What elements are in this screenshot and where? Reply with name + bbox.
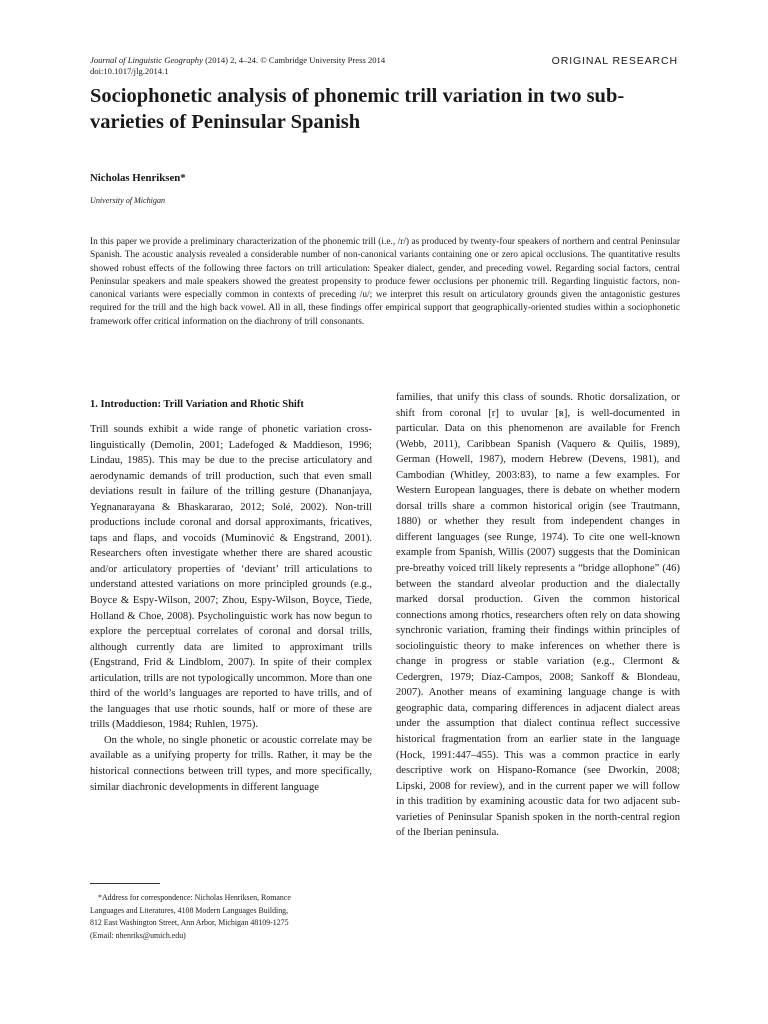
- section-label: ORIGINAL RESEARCH: [551, 55, 678, 67]
- intro-paragraph-2: On the whole, no single phonetic or acoustic correlate may be available as a unifying property for trills. Rather, it may be the historical connections between trill types, and more specifically, similar diachronic developments in different language: [90, 734, 372, 793]
- citation-line: [90, 55, 490, 66]
- footnote-email: (Email: nhenriks@umich.edu): [90, 930, 186, 940]
- doi: doi:10.1017/jlg.2014.1: [90, 66, 169, 76]
- correspondence-footnote: [90, 892, 365, 942]
- journal-citation: [90, 55, 490, 77]
- intro-paragraph-2-continued: families, that unify this class of sounds. Rhotic dorsalization, or shift from coronal [r] to uvular [ʀ], is well-documented in particular. Data on this phenomenon are available for French (Webb, 2011), Caribbean Spanish (Vaquero & Quilis, 1989), German (Howell, 1987), modern Hebrew (Devens, 1981), and Cambodian (Whitley, 2003:83), to name a few examples. For Western European languages, there is debate on whether modern dorsal trills share a common historical origin (see Trautmann, 1880) or whether they result from independent changes in different languages (see Runge, 1974). To cite one well-known example from Spanish, Willis (2007) suggests that the Dominican pre-breathy voiced trill likely represents a “bridge allophone” (46) between the standard alveolar production and the dialectally marked dorsal production. Given the common historical connections among rhotics, researchers often rely on data showing synchronic variation, framing their findings within principles of sociolinguistic theory to make inferences on whether there is change in progress or stable variation (e.g., Clermont & Cedergren, 1979; Díaz-Campos, 2008; Sankoff & Blondeau, 2007). Another means of examining language change is with geographic data, comparing differences in adjacent dialect areas under the assumption that dialect continua reflect successive historical fragmentation from an earlier state in the language (Hock, 1991:447–455). This was a common practice in early descriptive work on Hispano-Romance (see Dworkin, 2008; Lipski, 2008 for review), and in the current paper we will follow in this tradition by examining acoustic data for two adjacent sub-varieties of Peninsular Spanish spoken in the north-central region of the Iberian peninsula.: [396, 392, 680, 839]
- intro-paragraph-1: Trill sounds exhibit a wide range of phonetic variation cross-linguistically (Demolin, 2001; Ladefoged & Maddieson, 1996; Lindau, 1985). This may be due to the precise articulatory and aerodynamic demands of trill production, such that even small deviations result in failure of the trilling gesture (Dhananjaya, Yegnanarayana & Bhaskararao, 2012; Solé, 2002). Non-trill productions include coronal and dorsal approximants, fricatives, taps and flaps, and vocoids (Muminović & Engstrand, 2001). Researchers often investigate whether there are shared acoustic and/or articulatory properties of ‘deviant’ trill articulations to understand attested variations on more principled grounds (e.g., Boyce & Espy-Wilson, 2007; Zhou, Espy-Wilson, Boyce, Tiede, Holland & Choe, 2008). Psycholinguistic work has now begun to explore the perceptual correlates of coronal and dorsal trills, although currently data are limited to approximant trills (Engstrand, Frid & Lindblom, 2007). In spite of their complex articulation, trills are not typologically uncommon. More than one third of the world’s languages are reported to have trills, and of the languages that use rhotic sounds, half or more of these are trills (Maddieson, 1984; Ruhlen, 1975).: [90, 424, 372, 731]
- right-column: [396, 390, 680, 841]
- footnote-line: Languages and Literatures, 4108 Modern Languages Building,: [90, 905, 289, 915]
- journal-name: Journal of Linguistic Geography: [90, 55, 203, 65]
- abstract: In this paper we provide a preliminary characterization of the phonemic trill (i.e., /r/) as produced by twenty-four speakers of northern and central Peninsular Spanish. The acoustic analysis revealed a considerable number of non-canonical variants containing one or zero apical occlusions. The quantitative results showed robust effects of the following three factors on trill articulation: Speaker dialect, gender, and preceding vowel. Regarding social factors, central Peninsular speakers and male speakers showed the greatest propensity to produce fewer occlusions per phonemic trill. Regarding linguistic factors, non-canonical variants were especially common in contexts of preceding /u/; we interpret this result on articulatory grounds given the antagonistic gestures required for the trill and the high back vowel. All in all, these findings offer empirical support that geographically-oriented studies within a sociophonetic framework offer critical information on the diachrony of trill consonants.: [90, 237, 680, 327]
- article-title: Sociophonetic analysis of phonemic trill variation in two sub-varieties of Peninsular Spanish: [90, 85, 625, 133]
- author-name: Nicholas Henriksen*: [90, 172, 186, 184]
- footnote-line: 812 East Washington Street, Ann Arbor, Michigan 48109-1275: [90, 918, 289, 927]
- left-column: [90, 398, 372, 795]
- footnote-line: *Address for correspondence: Nicholas Henriksen, Romance: [98, 893, 291, 902]
- footnote-divider: [90, 883, 160, 884]
- citation-details: (2014) 2, 4–24. © Cambridge University Press 2014: [202, 55, 386, 65]
- section-heading: 1. Introduction: Trill Variation and Rhotic Shift: [90, 399, 304, 410]
- author-affiliation: University of Michigan: [90, 196, 166, 205]
